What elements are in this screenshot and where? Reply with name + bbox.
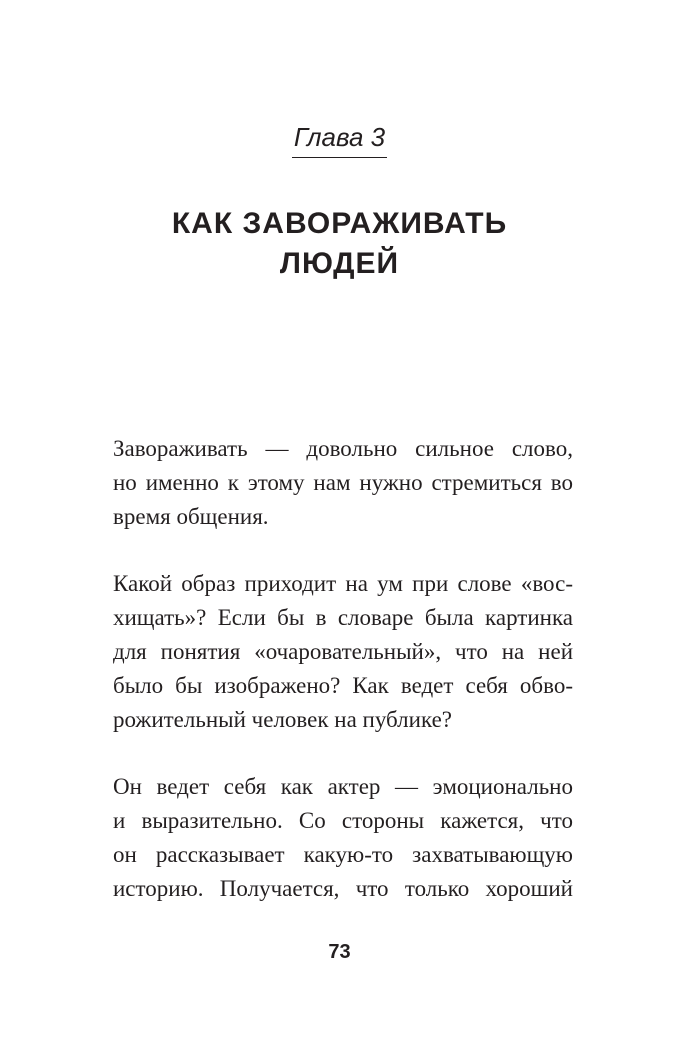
text-line: время общения. (113, 504, 269, 529)
page-number: 73 (328, 941, 351, 963)
text-line: Какой образ приходит на ум при слове «вос- (113, 571, 573, 596)
chapter-label (0, 121, 679, 158)
text-line: но именно к этому нам нужно стремиться во (113, 470, 573, 495)
text-line: для понятия «очаровательный», что на ней (113, 639, 573, 664)
chapter-title-line: КАК ЗАВОРАЖИВАТЬ (171, 207, 508, 240)
text-line: историю. Получается, что только хороший (113, 876, 573, 901)
paragraph (113, 432, 573, 534)
text-line: рожительный человек на публике? (113, 707, 452, 732)
text-line: Завораживать — довольно сильное слово, (113, 436, 573, 461)
text-line: и выразительно. Со стороны кажется, что (113, 808, 573, 833)
text-line: было бы изображено? Как ведет себя обво- (113, 673, 573, 698)
paragraph (113, 770, 573, 906)
text-line: Он ведет себя как актер — эмоционально (113, 774, 573, 799)
chapter-title-line: ЛЮДЕЙ (279, 247, 400, 280)
paragraph (113, 567, 573, 737)
chapter-label-text: Глава 3 (292, 121, 387, 158)
text-line: хищать»? Если бы в словаре была картинка (113, 605, 573, 630)
body-text (113, 432, 573, 906)
chapter-title (0, 204, 679, 284)
text-line: он рассказывает какую-то захватывающую (113, 842, 573, 867)
